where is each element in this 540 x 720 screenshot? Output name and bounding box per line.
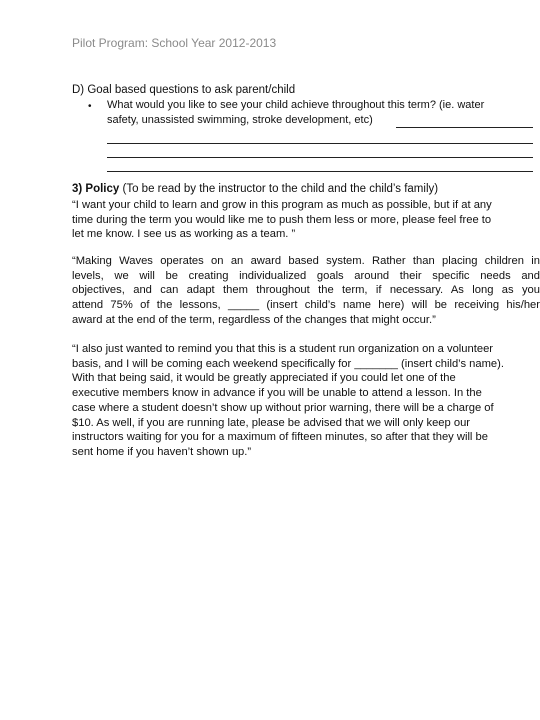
section-d-title: D) Goal based questions to ask parent/child [72,84,296,96]
answer-blank-inline [396,127,533,128]
policy-number-label: 3) Policy [72,183,120,195]
answer-line [107,171,533,172]
policy-heading [72,183,438,195]
question-text-line-2: safety, unassisted swimming, stroke development, etc) [107,114,373,126]
paragraph-line: $10. As well, if you are running late, please be advised that we will only keep our [72,416,471,429]
paragraph-line: time during the term you would like me to push them less or more, please feel free to [72,213,492,226]
paragraph-line: case where a student doesn’t show up without prior warning, there will be a charge of [72,401,494,414]
paragraph-line: sent home if you haven’t shown up.” [72,445,252,458]
question-text-line-1: What would you like to see your child achieve throughout this term? (ie. water [107,99,485,111]
paragraph-line: executive members know in advance if you will be unable to attend a lesson. In the [72,387,482,400]
bullet-icon: • [88,101,92,112]
paragraph-line: “Making Waves operates on an award based system. Rather than placing children in [72,255,540,267]
policy-paragraph-1 [72,198,522,242]
paragraph-line: “I want your child to learn and grow in this program as much as possible, but if at any [72,199,492,211]
paragraph-line: attend 75% of the lessons, _____ (insert child’s name here) will be receiving his/her [72,299,540,312]
paragraph-line: “I also just wanted to remind you that this is a student run organization on a volunteer [72,343,494,355]
paragraph-line: With that being said, it would be greatly appreciated if you could let one of the [72,372,456,385]
policy-paragraph-3 [72,342,527,460]
answer-line [107,143,533,144]
answer-line [107,157,533,158]
paragraph-line: award at the end of the term, regardless of the changes that might occur.” [72,313,436,326]
paragraph-line: levels, we will be creating individualized goals around their specific needs and [72,269,540,282]
paragraph-line: let me know. I see us as working as a team. ” [72,228,296,241]
policy-paragraph-2 [72,254,540,328]
page-header: Pilot Program: School Year 2012-2013 [72,36,277,50]
paragraph-line: instructors waiting for you for a maximum of fifteen minutes, so after that they will be [72,431,488,444]
paragraph-line: basis, and I will be coming each weekend specifically for _______ (insert child’s name). [72,357,504,370]
policy-subtitle: (To be read by the instructor to the child and the child’s family) [122,183,439,195]
paragraph-line: objectives, and can adapt them throughout the term, if necessary. As long as you [72,284,540,297]
